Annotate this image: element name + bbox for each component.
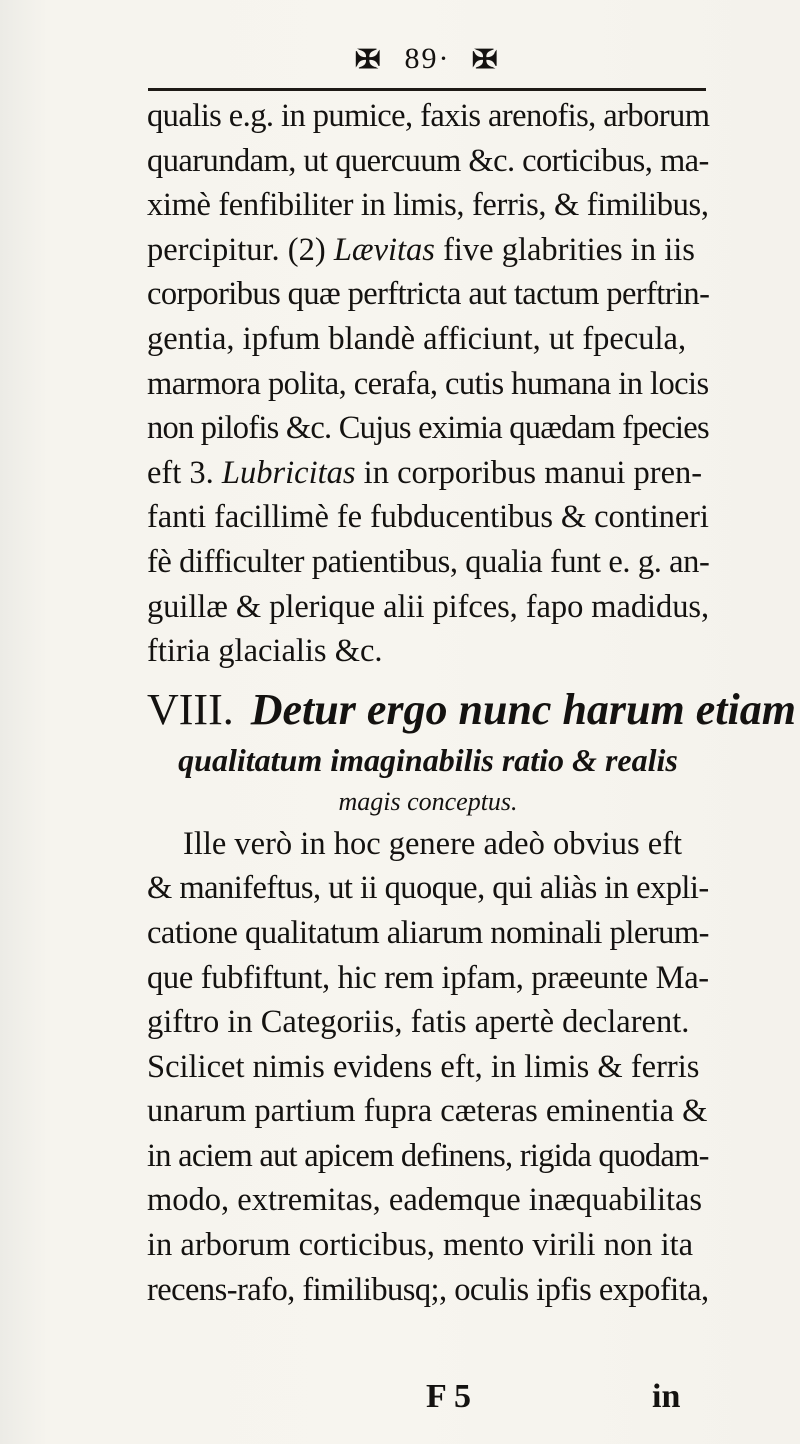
text-line: catione qualitatum aliarum nominali plerum- [147, 914, 710, 951]
text-line: guillæ & plerique alii pifces, fapo madidus, [147, 588, 710, 625]
text-line: & manifeftus, ut ii quoque, qui aliàs in expli- [147, 870, 709, 907]
text-line [147, 451, 709, 496]
text-line: in arborum corticibus, mento virili non ita [147, 1227, 694, 1264]
page-number: 89· [404, 42, 451, 75]
text-line: fè difficulter patientibus, qualia funt e. g. an- [147, 543, 710, 580]
text-line: non pilofis &c. Cujus eximia quædam fpecies [147, 410, 709, 447]
paragraph-1 [147, 94, 709, 674]
heading-text: Detur ergo nunc harum etiam [250, 684, 796, 734]
text-line: fanti facillimè fe fubducentibus & contineri [147, 499, 709, 536]
header-rule [148, 88, 706, 91]
signature-mark: F 5 [426, 1378, 472, 1415]
text-line: ftiria glacialis &c. [147, 633, 383, 670]
paragraph-2 [147, 822, 709, 1313]
body-text [147, 94, 796, 1312]
text-fragment: five glabrities in iis [434, 231, 695, 268]
heading-line-2: qualitatum imaginabilis ratio & realis [178, 741, 678, 778]
text-line: gentia, ipfum blandè afficiunt, ut fpecula, [147, 320, 687, 357]
text-line: Scilicet nimis evidens eft, in limis & ferris [147, 1048, 700, 1085]
running-head [150, 42, 705, 88]
heading-line-3: magis conceptus. [338, 786, 518, 816]
text-line: ximè fenfibiliter in limis, ferris, & fimilibus, [147, 187, 709, 224]
text-line [147, 228, 709, 273]
left-ornament: ✠ [354, 45, 384, 74]
text-fragment: eft 3. [147, 454, 222, 491]
right-ornament: ✠ [471, 45, 501, 74]
text-line: corporibus quæ perftricta aut tactum perftrin- [147, 276, 710, 313]
text-line: Ille verò in hoc genere adeò obvius eft [183, 825, 683, 862]
text-line: que fubfiftunt, hic rem ipfam, præeunte Ma- [147, 959, 709, 996]
text-line: quarundam, ut quercuum &c. corticibus, ma- [147, 142, 709, 179]
term-levitas: Lævitas [333, 231, 435, 268]
text-line: in aciem aut apicem definens, rigida quodam- [147, 1137, 709, 1174]
term-lubricitas: Lubricitas [221, 454, 356, 491]
section-heading [147, 682, 796, 822]
text-line: qualis e.g. in pumice, faxis arenofis, arborum [147, 98, 710, 134]
section-numeral: VIII. [147, 684, 234, 734]
text-line: modo, extremitas, eademque inæquabilitas [147, 1182, 703, 1219]
text-fragment: in corporibus manui pren- [355, 454, 703, 491]
catchword: in [652, 1378, 681, 1415]
text-line: unarum partium fupra cæteras eminentia & [147, 1093, 708, 1130]
text-fragment: percipitur. (2) [147, 231, 334, 268]
text-line: recens-rafo, fimilibusq;, oculis ipfis expofita, [147, 1271, 709, 1308]
heading-line-1 [147, 682, 796, 738]
text-line: giftro in Categoriis, fatis apertè declarent. [147, 1004, 690, 1041]
text-line: marmora polita, cerafa, cutis humana in locis [147, 365, 709, 402]
